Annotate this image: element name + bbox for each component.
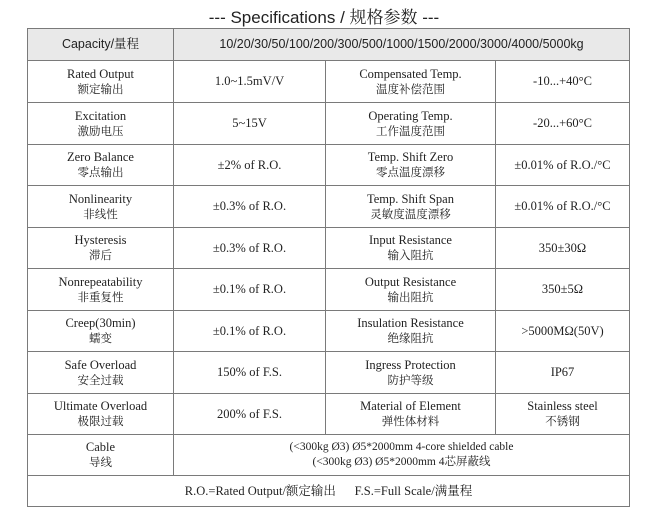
cable-row [28, 435, 630, 476]
param-label: Input Resistance 输入阻抗 [326, 228, 496, 269]
param-label: Output Resistance 输出阻抗 [326, 269, 496, 311]
param-label: Hysteresis 滞后 [28, 228, 174, 269]
table-row [28, 228, 630, 269]
param-value: ±0.3% of R.O. [174, 186, 326, 228]
param-label: Excitation 激励电压 [28, 103, 174, 145]
param-value: ±0.01% of R.O./°C [496, 186, 630, 228]
footnote: R.O.=Rated Output/额定输出 F.S.=Full Scale/满量程 [28, 476, 630, 507]
table-row [28, 61, 630, 103]
capacity-label: Capacity/量程 [28, 29, 174, 61]
param-value: ±0.1% of R.O. [174, 311, 326, 352]
param-value: ±0.01% of R.O./°C [496, 145, 630, 186]
param-value: ±0.1% of R.O. [174, 269, 326, 311]
table-row [28, 269, 630, 311]
param-value: ±0.3% of R.O. [174, 228, 326, 269]
param-value: ±2% of R.O. [174, 145, 326, 186]
param-label: Safe Overload 安全过载 [28, 352, 174, 394]
param-label: Rated Output 额定输出 [28, 61, 174, 103]
footnote-row [28, 476, 630, 507]
param-value: 200% of F.S. [174, 394, 326, 435]
table-row [28, 352, 630, 394]
cable-line-zh: (<300kg Ø3) Ø5*2000mm 4芯屏蔽线 [312, 456, 491, 468]
param-value: 350±30Ω [496, 228, 630, 269]
table-row [28, 186, 630, 228]
param-value: >5000MΩ(50V) [496, 311, 630, 352]
param-value: Stainless steel 不锈钢 [496, 394, 630, 435]
table-row [28, 103, 630, 145]
param-value: 1.0~1.5mV/V [174, 61, 326, 103]
param-value: -10...+40°C [496, 61, 630, 103]
param-label: Creep(30min) 蠕变 [28, 311, 174, 352]
table-row [28, 311, 630, 352]
param-value: 150% of F.S. [174, 352, 326, 394]
param-label: Temp. Shift Span 灵敏度温度漂移 [326, 186, 496, 228]
param-value: IP67 [496, 352, 630, 394]
param-value: 350±5Ω [496, 269, 630, 311]
param-value: -20...+60°C [496, 103, 630, 145]
capacity-row [28, 29, 630, 61]
param-label: Zero Balance 零点输出 [28, 145, 174, 186]
specifications-table [27, 28, 630, 507]
param-label: Material of Element 弹性体材料 [326, 394, 496, 435]
param-label: Temp. Shift Zero 零点温度漂移 [326, 145, 496, 186]
table-row [28, 145, 630, 186]
page-title: --- Specifications / 规格参数 --- [208, 8, 440, 27]
cable-value [174, 435, 630, 476]
param-value: 5~15V [174, 103, 326, 145]
param-label: Operating Temp. 工作温度范围 [326, 103, 496, 145]
param-label: Compensated Temp. 温度补偿范围 [326, 61, 496, 103]
capacity-value: 10/20/30/50/100/200/300/500/1000/1500/2000/3000/4000/5000kg [174, 29, 630, 61]
param-label: Insulation Resistance 绝缘阻抗 [326, 311, 496, 352]
param-label: Ultimate Overload 极限过载 [28, 394, 174, 435]
param-label: Nonlinearity 非线性 [28, 186, 174, 228]
param-label: Nonrepeatability 非重复性 [28, 269, 174, 311]
cable-label: Cable 导线 [28, 435, 174, 476]
table-row [28, 394, 630, 435]
cable-line-en: (<300kg Ø3) Ø5*2000mm 4-core shielded cable [289, 441, 514, 453]
param-label: Ingress Protection 防护等级 [326, 352, 496, 394]
